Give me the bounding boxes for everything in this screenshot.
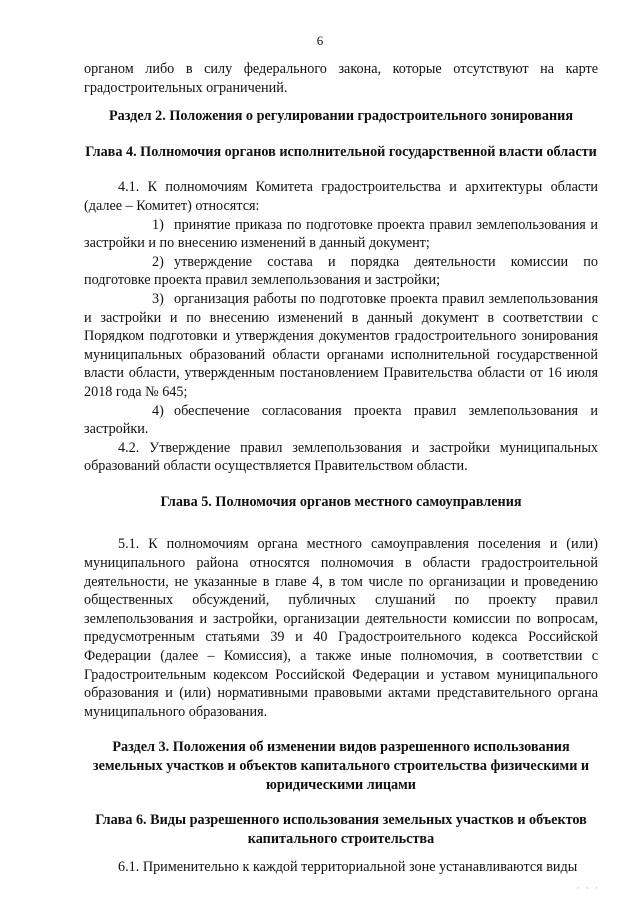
list-item-text: утверждение состава и порядка деятельности комиссии по подготовке проекта правил землепользования и застройки; (84, 253, 598, 289)
page-number: 6 (316, 33, 324, 48)
intro-paragraph: органом либо в силу федерального закона, которые отсутствуют на карте градостроительных ограничений. (84, 61, 598, 96)
list-item-number: 2) (152, 253, 164, 270)
list-item-number: 4) (152, 402, 164, 419)
list-item-text: принятие приказа по подготовке проекта правил землепользования и застройки и по внесению изменений в данный документ; (84, 216, 598, 252)
chapter-6-heading: Глава 6. Виды разрешенного использования земельных участков и объектов капитального строительства (95, 812, 587, 847)
list-item-1 (84, 216, 598, 253)
chapter-5-heading: Глава 5. Полномочия органов местного самоуправления (160, 493, 522, 510)
list-item-number: 3) (152, 290, 164, 307)
chapter-4-heading: Глава 4. Полномочия органов исполнительной государственной власти области (85, 143, 597, 160)
list-item-4 (84, 402, 598, 439)
list-item-text: обеспечение согласования проекта правил землепользования и застройки. (84, 402, 598, 438)
section-3-heading: Раздел 3. Положения об изменении видов разрешенного использования земельных участков и объектов капитального строительства физическими и юридическими лицами (92, 739, 590, 793)
document-body (84, 60, 598, 877)
list-item-text: организация работы по подготовке проекта правил землепользования и застройки и по внесению изменений в данный документ в соответствии с Порядком подготовки и утверждения документов градостроительного зонирования муниципальных образований области органами исполнительной государственной власти области, утвержденным постановлением Правительства области от 16 июля 2018 года № 645; (84, 290, 598, 400)
paragraph-4-1: 4.1. К полномочиям Комитета градостроительства и архитектуры области (далее – Комитет) относятся: (84, 179, 598, 214)
list-item-3 (84, 290, 598, 402)
paragraph-4-2: 4.2. Утверждение правил землепользования и застройки муниципальных образований области осуществляется Правительством области. (84, 439, 598, 475)
section-2-heading: Раздел 2. Положения о регулировании градостроительного зонирования (108, 108, 574, 125)
paragraph-5-1: 5.1. К полномочиям органа местного самоуправления поселения и (или) муниципального района относятся полномочия в области градостроительной деятельности, не указанные в главе 4, в том числе по организации и проведению общественных обсуждений, публичных слушаний по проекту правил землепользования и застройки, организации деятельности комиссии по вопросам, предусмотренным статьями 39 и 40 Градостроительного кодекса Российской Федерации (далее – Комиссия), а также иные полномочия, в соответствии с Градостроительным кодексом Российской Федерации и уставом муниципального образования и (или) нормативными правовыми актами представительного органа муниципального образования. (84, 536, 598, 720)
list-item-number: 1) (152, 216, 164, 233)
scan-artifact-mark: · · · (576, 883, 600, 893)
list-item-2 (84, 253, 598, 290)
paragraph-6-1: 6.1. Применительно к каждой территориальной зоне устанавливаются виды (118, 859, 578, 876)
